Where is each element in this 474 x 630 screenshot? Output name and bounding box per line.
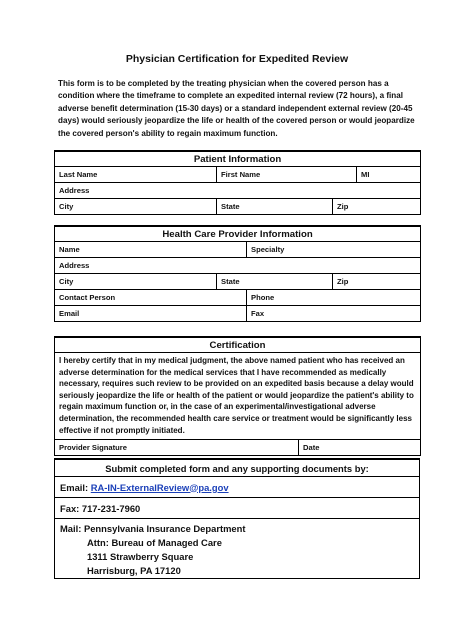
intro-paragraph: This form is to be completed by the treating physician when the covered person has a condition where the timeframe to complete an expedited internal review (72 hours), a final adverse benefit determination (15-30 days) or a standard independent external review (20-45 days) would seriously jeopardize the life or health of the covered person or would jeopardize the covered person's ability to regain maximum function. [58,79,415,138]
provider-address-field[interactable]: Address [55,258,421,274]
patient-zip-field[interactable]: Zip [333,199,421,215]
certification-heading: Certification [55,337,421,353]
mail-address-line-3: 1311 Strawberry Square [87,551,194,562]
submission-mail-row [55,519,420,579]
patient-last-name-field[interactable]: Last Name [55,167,217,183]
submission-table [54,458,420,579]
mail-address-line-2: Attn: Bureau of Managed Care [87,537,222,548]
provider-information-table [54,225,421,322]
submission-email-row [55,477,420,498]
submission-email-link[interactable]: RA-IN-ExternalReview@pa.gov [90,481,229,493]
patient-first-name-field[interactable]: First Name [217,167,357,183]
form-title: Physician Certification for Expedited Review [125,53,349,65]
provider-name-field[interactable]: Name [55,242,247,258]
patient-information-heading: Patient Information [55,151,421,167]
patient-city-field[interactable]: City [55,199,217,215]
mail-address-line-1: Pennsylvania Insurance Department [83,523,246,534]
provider-state-field[interactable]: State [217,274,333,290]
submission-mail-label: Mail: [60,523,82,534]
submission-heading: Submit completed form and any supporting documents by: [55,459,420,477]
provider-specialty-field[interactable]: Specialty [247,242,421,258]
patient-mi-field[interactable]: MI [357,167,421,183]
provider-email-field[interactable]: Email [55,306,247,322]
patient-state-field[interactable]: State [217,199,333,215]
certification-table [54,336,421,456]
submission-fax: Fax: 717-231-7960 [55,498,420,519]
provider-signature-field[interactable]: Provider Signature [55,440,299,456]
provider-contact-person-field[interactable]: Contact Person [55,290,247,306]
patient-address-field[interactable]: Address [55,183,421,199]
patient-information-table [54,150,421,215]
provider-fax-field[interactable]: Fax [247,306,421,322]
provider-phone-field[interactable]: Phone [247,290,421,306]
certification-statement: I hereby certify that in my medical judgment, the above named patient who has received an adverse determination for the medical services that I have recommended as medically necessary, requires such review to be provided on an expedited basis because a delay would seriously jeopardize the life or health of the patient or would jeopardize the patient's ability to regain maximum function or, in the case of an experimental/investigational adverse determination, the recommended health care service or treatment would be significantly less effective if not promptly initiated. [55,353,421,440]
provider-city-field[interactable]: City [55,274,217,290]
provider-information-heading: Health Care Provider Information [55,226,421,242]
submission-email-label: Email: [60,481,89,493]
mail-address-line-4: Harrisburg, PA 17120 [87,565,181,576]
certification-date-field[interactable]: Date [299,440,421,456]
provider-zip-field[interactable]: Zip [333,274,421,290]
